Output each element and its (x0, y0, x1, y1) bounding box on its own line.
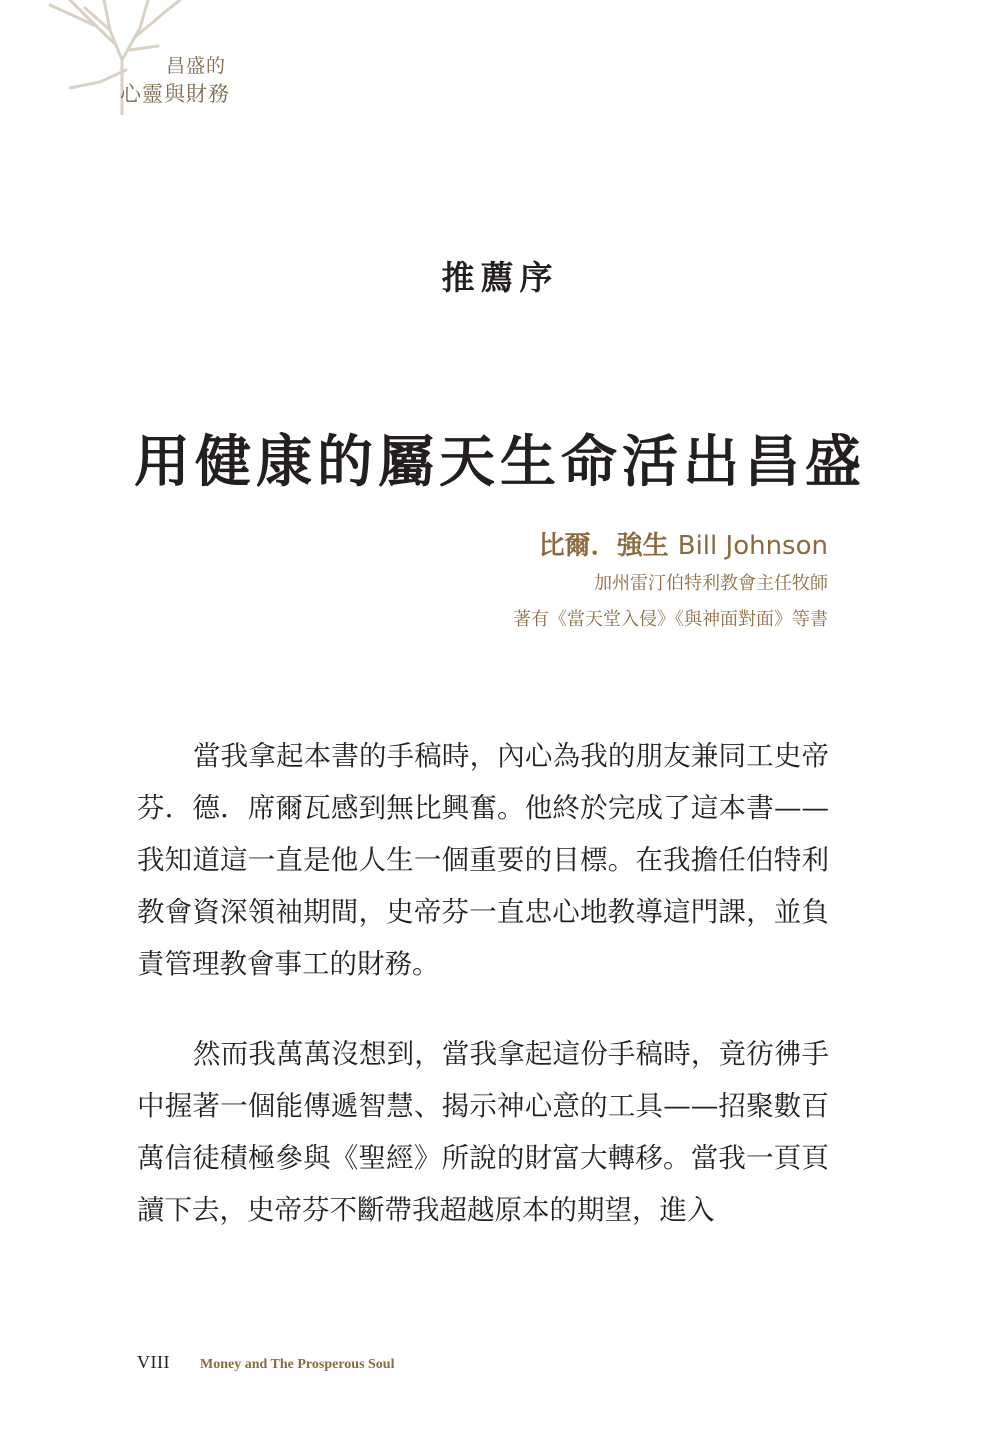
chapter-title: 用健康的屬天生命活出昌盛 (134, 429, 866, 495)
section-label: 推薦序 (441, 258, 559, 297)
author-byline (513, 526, 828, 638)
paragraph: 然而我萬萬沒想到，當我拿起這份手稿時，竟彷彿手中握著一個能傳遞智慧、揭示神心意的工具——招聚數百萬信徒積極參與《聖經》所說的財富大轉移。當我一頁頁讀下去，史帝芬不斷帶我超越原本的期望，進入 (137, 1038, 829, 1226)
author-name (513, 526, 828, 566)
page-footer (137, 1352, 394, 1373)
book-title-mark (110, 52, 230, 108)
author-name-en: Bill Johnson (677, 531, 828, 561)
page-number: VIII (137, 1352, 170, 1372)
running-title: Money and The Prosperous Soul (199, 1357, 395, 1372)
author-works: 著有《當天堂入侵》《與神面對面》等書 (513, 609, 828, 630)
author-role: 加州雷汀伯特利教會主任牧師 (594, 573, 828, 594)
paragraph: 當我拿起本書的手稿時，內心為我的朋友兼同工史帝芬．德．席爾瓦感到無比興奮。他終於完成了這本書——我知道這一直是他人生一個重要的目標。在我擔任伯特利教會資深領袖期間，史帝芬一直忠心地教導這門課，並負責管理教會事工的財務。 (137, 740, 829, 980)
author-name-zh: 比爾．強生 (538, 531, 669, 561)
body-text (137, 730, 829, 1274)
book-title-line1: 昌盛的 (166, 55, 227, 77)
book-title-line2: 心靈與財務 (120, 82, 230, 106)
